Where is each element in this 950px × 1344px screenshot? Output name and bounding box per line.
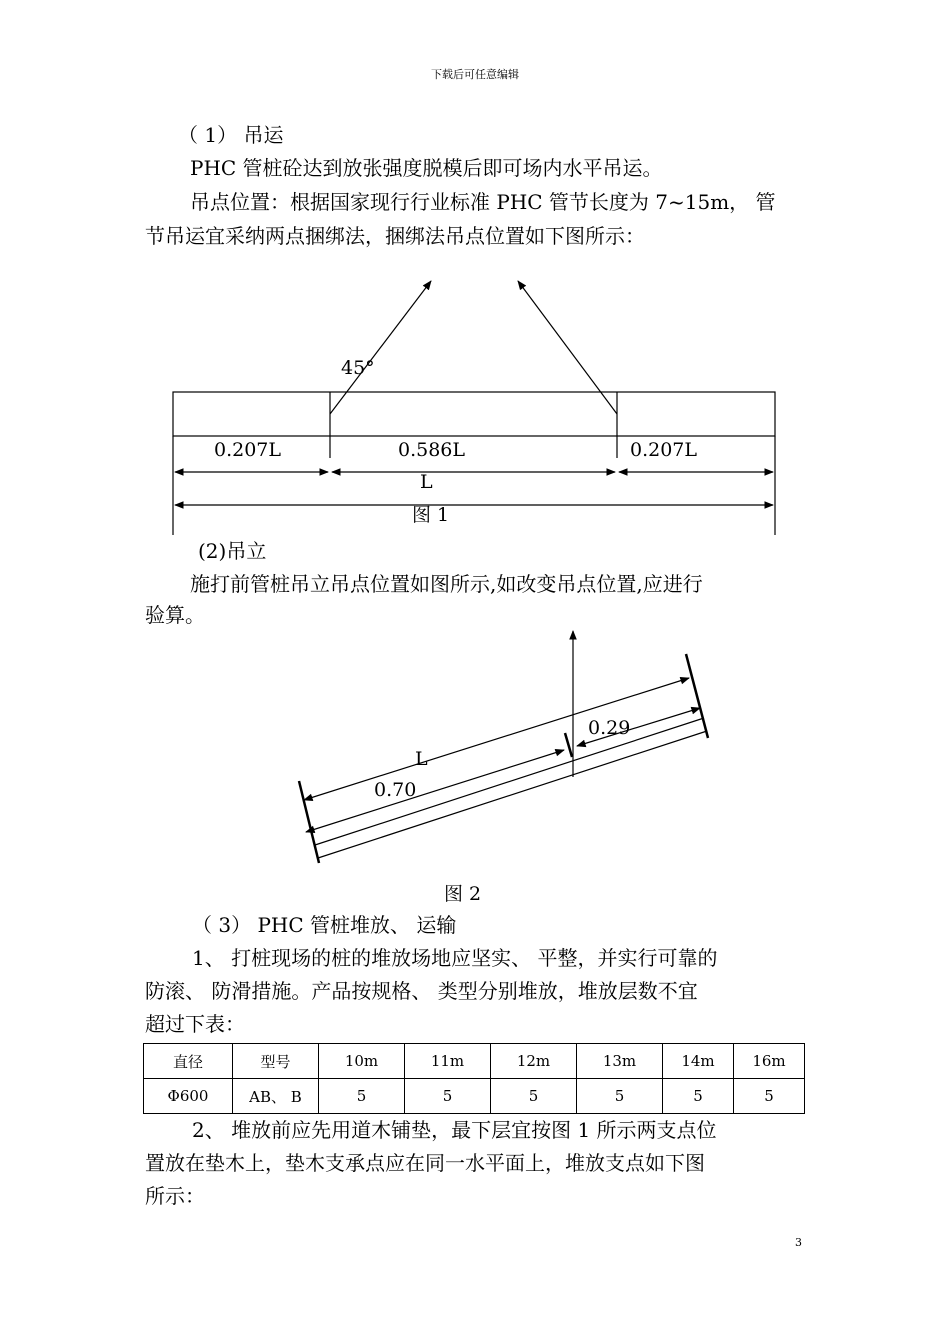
pile-body bbox=[173, 392, 775, 436]
table-cell: 5 bbox=[405, 1079, 491, 1114]
table-row bbox=[144, 1079, 805, 1114]
table-cell: 5 bbox=[663, 1079, 734, 1114]
stacking-table bbox=[143, 1043, 805, 1114]
figure1-diagram bbox=[0, 0, 950, 540]
section1-para2-line1: 吊点位置：根据国家现行行业标准 PHC 管节长度为 7~15m， 管 bbox=[190, 190, 776, 214]
figure2-caption: 图 2 bbox=[444, 883, 482, 905]
figure2-diagram bbox=[0, 620, 950, 910]
seg-mid-label: 0.586L bbox=[398, 439, 466, 461]
table-header-cell: 16m bbox=[734, 1044, 805, 1079]
section2-title: (2)吊立 bbox=[198, 539, 267, 563]
page-number: 3 bbox=[795, 1236, 802, 1249]
page-header: 下载后可任意编辑 bbox=[431, 68, 519, 81]
table-header-cell: 11m bbox=[405, 1044, 491, 1079]
pile-end-left bbox=[299, 781, 319, 863]
table-cell: 5 bbox=[319, 1079, 405, 1114]
figure1-caption: 图 1 bbox=[412, 504, 450, 526]
pile-end-right bbox=[686, 654, 708, 738]
dim-total-L bbox=[304, 678, 689, 800]
section2-para-line2: 验算。 bbox=[145, 603, 205, 627]
section3-title: （ 3） PHC 管桩堆放、 运输 bbox=[192, 913, 457, 937]
table-header-cell: 13m bbox=[577, 1044, 663, 1079]
table-cell: Φ600 bbox=[144, 1079, 233, 1114]
table-header-cell: 12m bbox=[491, 1044, 577, 1079]
item1-line3: 超过下表： bbox=[145, 1012, 245, 1036]
table-cell: 5 bbox=[734, 1079, 805, 1114]
sling-right-arrow bbox=[518, 281, 617, 414]
item1-line1: 1、 打桩现场的桩的堆放场地应坚实、 平整，并实行可靠的 bbox=[192, 946, 718, 970]
angle-label: 45° bbox=[341, 357, 375, 379]
lift-point-tick bbox=[565, 733, 572, 757]
table-header-cell: 直径 bbox=[144, 1044, 233, 1079]
item2-line2: 置放在垫木上，垫木支承点应在同一水平面上，堆放支点如下图 bbox=[145, 1151, 705, 1175]
total-length-label: L bbox=[420, 471, 433, 493]
table-cell: AB、 B bbox=[233, 1079, 319, 1114]
table-cell: 5 bbox=[577, 1079, 663, 1114]
label-0-29: 0.29 bbox=[588, 717, 631, 739]
sling-left-arrow bbox=[330, 281, 431, 414]
table-header-cell: 14m bbox=[663, 1044, 734, 1079]
section1-para1: PHC 管桩砼达到放张强度脱模后即可场内水平吊运。 bbox=[190, 156, 663, 180]
section2-para-line1: 施打前管桩吊立吊点位置如图所示,如改变吊点位置,应进行 bbox=[190, 572, 703, 596]
table-header-cell: 10m bbox=[319, 1044, 405, 1079]
item2-line1: 2、 堆放前应先用道木铺垫，最下层宜按图 1 所示两支点位 bbox=[192, 1118, 717, 1142]
label-0-70: 0.70 bbox=[374, 779, 417, 801]
label-L: L bbox=[415, 748, 428, 770]
item1-line2: 防滚、 防滑措施。产品按规格、 类型分别堆放，堆放层数不宜 bbox=[145, 979, 698, 1003]
table-cell: 5 bbox=[491, 1079, 577, 1114]
item2-line3: 所示： bbox=[145, 1184, 205, 1208]
section1-title: （ 1） 吊运 bbox=[178, 123, 284, 147]
seg-right-label: 0.207L bbox=[630, 439, 698, 461]
seg-left-label: 0.207L bbox=[214, 439, 282, 461]
table-header-row bbox=[144, 1044, 805, 1079]
section1-para2-line2: 节吊运宜采纳两点捆绑法，捆绑法吊点位置如下图所示： bbox=[145, 224, 645, 248]
table-header-cell: 型号 bbox=[233, 1044, 319, 1079]
